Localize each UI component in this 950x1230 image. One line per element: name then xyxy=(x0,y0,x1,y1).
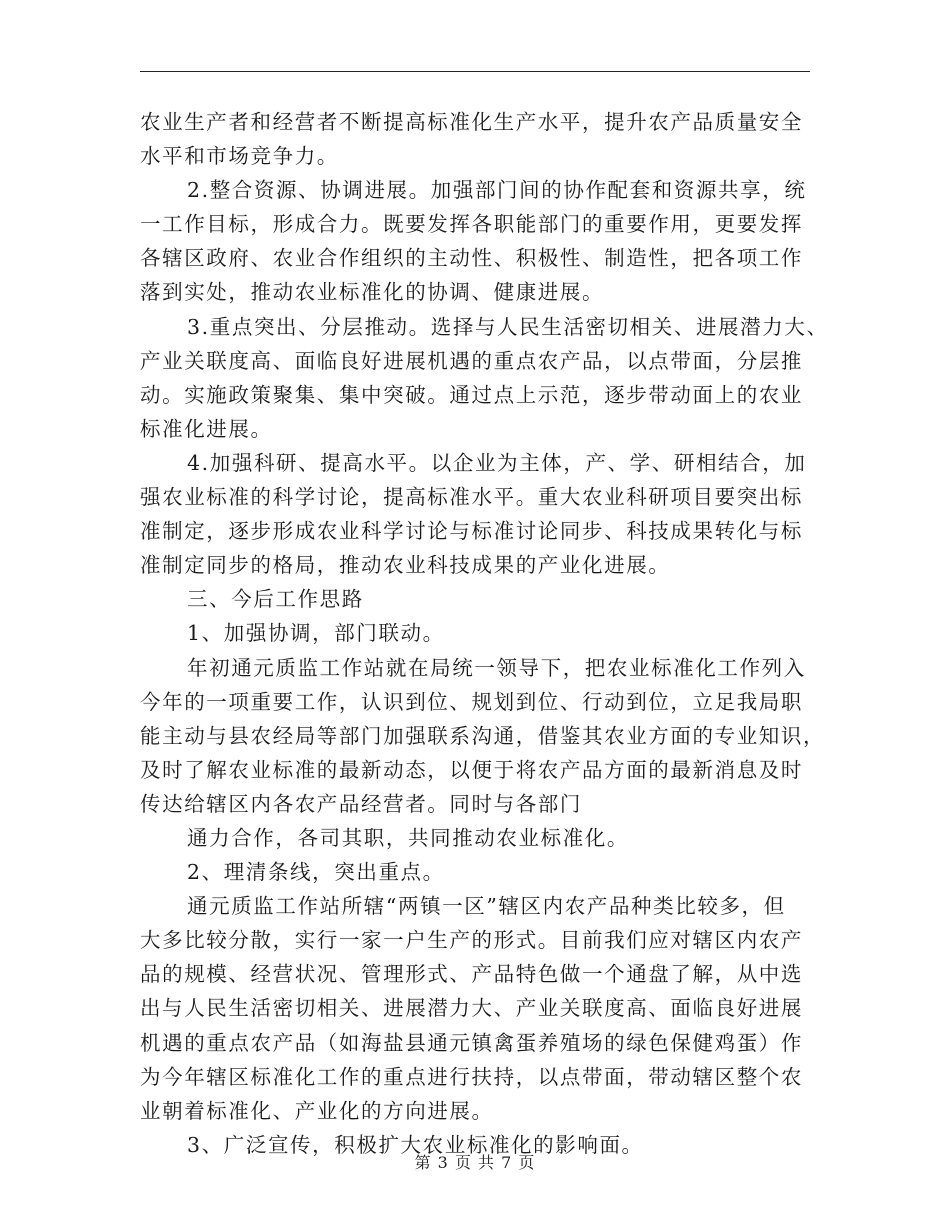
text-line: 3.重点突出、分层推动。选择与人民生活密切相关、进展潜力大、 xyxy=(187,314,829,339)
text-line: 及时了解农业标准的最新动态，以便于将农产品方面的最新消息及时 xyxy=(140,757,803,782)
text-line: 通力合作，各司其职，共同推动农业标准化。 xyxy=(187,825,629,850)
text-line: 落到实处，推动农业标准化的协调、健康进展。 xyxy=(140,280,605,305)
text-line: 出与人民生活密切相关、进展潜力大、产业关联度高、面临良好进展 xyxy=(140,996,803,1021)
text-line: 能主动与县农经局等部门加强联系沟通，借鉴其农业方面的专业知识， xyxy=(140,723,826,748)
text-line: 业朝着标准化、产业化的方向进展。 xyxy=(140,1098,494,1123)
page-number: 第 3 页 共 7 页 xyxy=(414,1153,536,1172)
text-line: 农业生产者和经营者不断提高标准化生产水平，提升农产品质量安全 xyxy=(140,110,803,134)
subsection-heading: 2、理清条线，突出重点。 xyxy=(187,860,445,885)
text-line: 一工作目标，形成合力。既要发挥各职能部门的重要作用，更要发挥 xyxy=(140,212,803,237)
text-line: 年初通元质监工作站就在局统一领导下，把农业标准化工作列入 xyxy=(187,655,806,680)
section-heading: 三、今后工作思路 xyxy=(187,587,364,612)
text-line: 机遇的重点农产品（如海盐县通元镇禽蛋养殖场的绿色保健鸡蛋）作 xyxy=(140,1030,803,1055)
text-line: 标准化进展。 xyxy=(140,416,273,441)
text-line: 准制定同步的格局，推动农业科技成果的产业化进展。 xyxy=(140,553,671,578)
header-rule xyxy=(140,71,810,72)
text-line: 2.整合资源、协调进展。加强部门间的协作配套和资源共享，统 xyxy=(187,178,807,203)
subsection-heading: 3、广泛宣传，积极扩大农业标准化的影响面。 xyxy=(187,1132,644,1157)
text-line: 品的规模、经营状况、管理形式、产品特色做一个通盘了解，从中选 xyxy=(140,962,803,987)
text-line: 大多比较分散，实行一家一户生产的形式。目前我们应对辖区内农产 xyxy=(140,928,803,953)
document-body xyxy=(140,105,829,1162)
text-line: 产业关联度高、面临良好进展机遇的重点农产品，以点带面，分层推 xyxy=(140,348,803,373)
text-line: 准制定，逐步形成农业科学讨论与标准讨论同步、科技成果转化与标 xyxy=(140,519,803,544)
text-line: 今年的一项重要工作，认识到位、规划到位、行动到位，立足我局职 xyxy=(140,689,803,714)
text-line: 动。实施政策聚集、集中突破。通过点上示范，逐步带动面上的农业 xyxy=(140,382,803,407)
text-line: 强农业标准的科学讨论，提高标准水平。重大农业科研项目要突出标 xyxy=(140,485,803,510)
text-line: 水平和市场竞争力。 xyxy=(140,144,339,169)
subsection-heading: 1、加强协调，部门联动。 xyxy=(187,621,445,646)
text-line: 各辖区政府、农业合作组织的主动性、积极性、制造性，把各项工作 xyxy=(140,246,803,271)
text-line: 4.加强科研、提高水平。以企业为主体，产、学、研相结合，加 xyxy=(187,450,807,475)
text-line: 通元质监工作站所辖“两镇一区”辖区内农产品种类比较多，但 xyxy=(187,894,786,919)
text-line: 传达给辖区内各农产品经营者。同时与各部门 xyxy=(140,791,582,816)
text-line: 为今年辖区标准化工作的重点进行扶持，以点带面，带动辖区整个农 xyxy=(140,1064,803,1089)
